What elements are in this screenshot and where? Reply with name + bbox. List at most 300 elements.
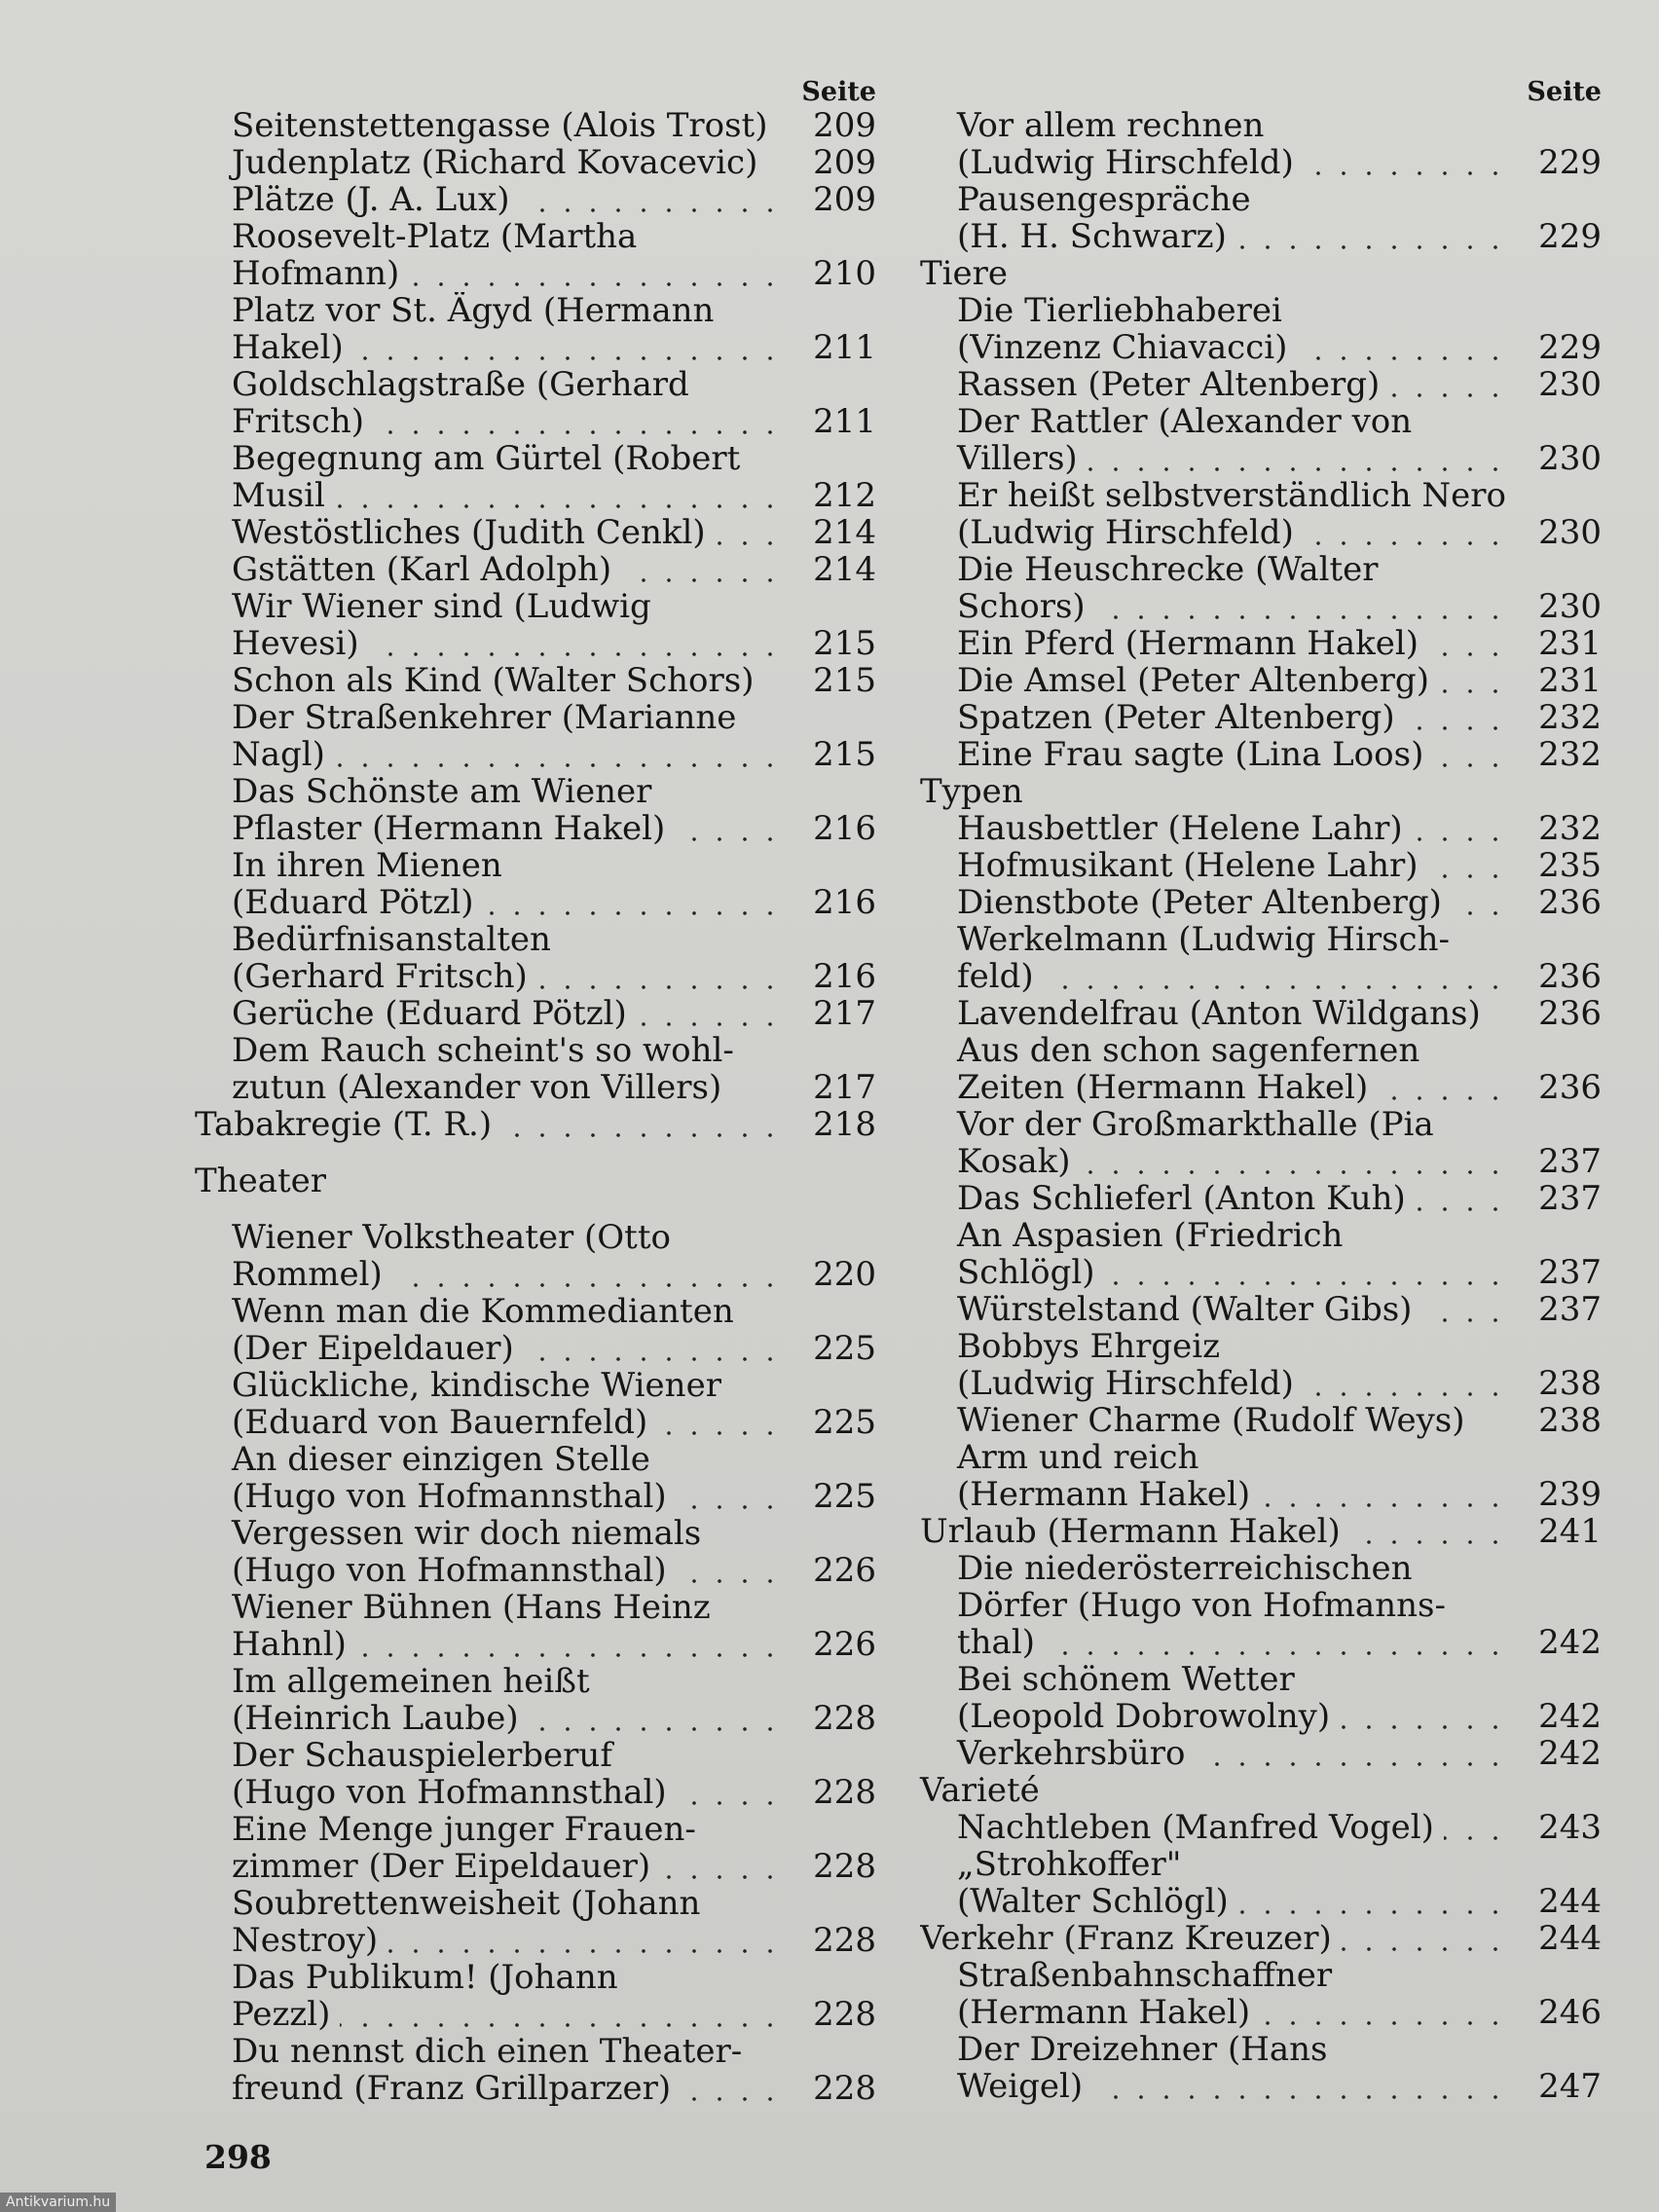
toc-entry-line	[195, 366, 876, 403]
toc-entry-page: 238	[1538, 1402, 1602, 1439]
toc-entries-left	[195, 107, 876, 2107]
toc-entry-line	[195, 1626, 876, 1663]
toc-entry-page: 211	[813, 329, 876, 366]
toc-entry-page: 244	[1538, 1883, 1602, 1920]
leader-dots	[621, 578, 783, 582]
toc-entry-title: Aus den schon sagenfernen	[957, 1032, 1420, 1069]
toc-entry-title: Dem Rauch scheint's so wohl-	[232, 1032, 734, 1069]
toc-entry-line	[920, 810, 1602, 847]
leader-dots	[1304, 171, 1508, 175]
leader-dots	[1260, 2021, 1508, 2025]
toc-entry-title: Die niederösterreichischen	[957, 1550, 1413, 1587]
leader-dots	[677, 1579, 783, 1583]
toc-entry-title: Seitenstettengasse (Alois Trost)	[232, 107, 768, 144]
toc-entry-line	[920, 440, 1602, 477]
toc-entry-page: 247	[1538, 2068, 1602, 2105]
toc-entry-line	[920, 1069, 1602, 1106]
toc-entry-page: 232	[1538, 810, 1602, 847]
leader-dots	[1421, 1318, 1508, 1322]
leader-dots	[1304, 1392, 1508, 1396]
toc-entry-page: 215	[813, 736, 876, 773]
section-heading: Tiere	[920, 254, 1009, 293]
toc-entry-line	[195, 551, 876, 588]
toc-entry-title: (Hugo von Hofmannsthal)	[232, 1478, 667, 1515]
leader-dots	[1092, 2095, 1508, 2099]
toc-entry-line	[195, 921, 876, 958]
toc-entry-line	[195, 1441, 876, 1478]
toc-entry-page: 217	[813, 995, 876, 1032]
toc-entry-page: 237	[1538, 1254, 1602, 1291]
toc-entry-line	[195, 329, 876, 366]
toc-entry-line	[920, 218, 1602, 255]
toc-entry	[920, 1439, 1602, 1513]
toc-entry-page: 209	[813, 144, 876, 181]
toc-entry-line	[195, 1069, 876, 1106]
toc-entry-page: 230	[1538, 440, 1602, 477]
toc-entry	[920, 699, 1602, 736]
toc-entry-line	[920, 1920, 1602, 1957]
toc-entry-line	[195, 181, 876, 218]
toc-entry-title: Rassen (Peter Altenberg)	[957, 366, 1381, 403]
leader-dots	[677, 1801, 783, 1805]
toc-entry-line	[920, 1180, 1602, 1217]
toc-entry-line	[195, 1478, 876, 1515]
toc-entry-page: 228	[813, 1700, 876, 1737]
toc-entry-page: 232	[1538, 736, 1602, 773]
toc-entry-title: Werkelmann (Ludwig Hirsch-	[957, 921, 1450, 958]
toc-entry	[920, 292, 1602, 366]
toc-entry-title: Plätze (J. A. Lux)	[232, 181, 510, 218]
leader-dots	[1350, 1540, 1508, 1544]
toc-entry-line	[195, 1885, 876, 1922]
toc-entry-page: 230	[1538, 514, 1602, 551]
toc-entry-line	[195, 1959, 876, 1996]
toc-entry-page: 235	[1538, 847, 1602, 884]
toc-entry	[920, 1180, 1602, 1217]
toc-entry-line	[195, 662, 876, 699]
toc-entry	[195, 773, 876, 847]
toc-entry-line	[920, 403, 1602, 440]
leader-dots	[356, 1653, 783, 1657]
toc-entry	[195, 1811, 876, 1885]
toc-entry-line	[195, 1848, 876, 1885]
toc-entry	[920, 1661, 1602, 1735]
toc-entry-title: Wiener Volkstheater (Otto	[232, 1219, 671, 1256]
toc-entry-page: 214	[813, 551, 876, 588]
leader-dots	[519, 208, 783, 212]
toc-entry	[920, 2031, 1602, 2105]
toc-entry	[920, 662, 1602, 699]
toc-entry-line	[920, 1365, 1602, 1402]
toc-entry-title: Eine Frau sagte (Lina Loos)	[957, 736, 1424, 773]
toc-entry	[195, 847, 876, 921]
toc-entry-title: Der Straßenkehrer (Marianne	[232, 699, 737, 736]
toc-entry-title: Hofmann)	[232, 255, 400, 292]
toc-entry-title: Das Schlieferl (Anton Kuh)	[957, 1180, 1406, 1217]
toc-entry	[920, 477, 1602, 551]
toc-entry-line	[920, 514, 1602, 551]
toc-entry-line	[195, 1589, 876, 1626]
toc-entry-title: Wiener Bühnen (Hans Heinz	[232, 1589, 711, 1626]
toc-entry-title: (Heinrich Laube)	[232, 1700, 519, 1737]
toc-entry-line	[920, 1661, 1602, 1698]
toc-entry-title: Arm und reich	[957, 1439, 1199, 1476]
section-gap	[195, 1199, 876, 1219]
toc-entry	[920, 1957, 1602, 2031]
toc-entry	[195, 1589, 876, 1663]
toc-entry-line	[920, 1957, 1602, 1994]
toc-entry-title: (Vinzenz Chiavacci)	[957, 329, 1288, 366]
toc-entry-title: Weigel)	[957, 2068, 1084, 2105]
toc-entry-page: 246	[1538, 1994, 1602, 2031]
leader-dots	[660, 1875, 783, 1879]
toc-entry	[920, 1846, 1602, 1920]
toc-entry-line	[920, 107, 1602, 144]
toc-entry-page: 232	[1538, 699, 1602, 736]
toc-entry-page: 229	[1538, 218, 1602, 255]
leader-dots	[1428, 652, 1508, 656]
toc-entry-page: 228	[813, 1848, 876, 1885]
toc-entry-page: 214	[813, 514, 876, 551]
toc-entry-title: Die Heuschrecke (Walter	[957, 551, 1379, 588]
toc-entry-line	[195, 218, 876, 255]
toc-entry-line	[920, 1624, 1602, 1661]
toc-entry-line	[920, 2068, 1602, 2105]
toc-entry-page: 244	[1538, 1920, 1602, 1957]
toc-entry	[920, 1106, 1602, 1180]
toc-entry-title: Gstätten (Karl Adolph)	[232, 551, 612, 588]
toc-entry-line	[920, 1550, 1602, 1587]
toc-entry-page: 210	[813, 255, 876, 292]
toc-entry-page: 237	[1538, 1291, 1602, 1328]
toc-entry-title: Schon als Kind (Walter Schors)	[232, 662, 755, 699]
toc-entry	[195, 144, 876, 181]
toc-entry-line	[195, 2033, 876, 2070]
toc-entry-line	[195, 1663, 876, 1700]
toc-entry-line	[195, 884, 876, 921]
toc-entry-page: 212	[813, 477, 876, 514]
leader-dots	[1095, 615, 1508, 619]
section-heading: Varieté	[920, 1771, 1040, 1810]
toc-entry-line	[920, 181, 1602, 218]
toc-entry-page: 217	[813, 1069, 876, 1106]
toc-entry	[195, 366, 876, 440]
toc-entry	[195, 440, 876, 514]
toc-entry-line	[195, 514, 876, 551]
toc-entry	[195, 1441, 876, 1515]
leader-dots	[1304, 541, 1508, 545]
toc-entry	[195, 551, 876, 588]
toc-entry-page: 216	[813, 958, 876, 995]
toc-entry-line	[195, 255, 876, 292]
toc-entry-page: 225	[813, 1330, 876, 1367]
column-header-label: Seite	[801, 77, 876, 107]
toc-entry	[195, 107, 876, 144]
toc-entry	[195, 1367, 876, 1441]
toc-entry	[920, 107, 1602, 181]
toc-entry	[195, 1219, 876, 1293]
toc-entry-page: 230	[1538, 588, 1602, 625]
toc-entry-line	[920, 551, 1602, 588]
toc-entry-title: Urlaub (Hermann Hakel)	[920, 1513, 1341, 1550]
leader-dots	[1236, 245, 1508, 249]
toc-entry-title: Vor der Großmarkthalle (Pia	[957, 1106, 1434, 1143]
toc-entry	[920, 625, 1602, 662]
toc-entry-title: (Ludwig Hirschfeld)	[957, 144, 1294, 181]
toc-entry	[195, 1663, 876, 1737]
toc-entry-line	[920, 1217, 1602, 1254]
toc-entry-line	[195, 1811, 876, 1848]
toc-entry-title: (Leopold Dobrowolny)	[957, 1698, 1331, 1735]
toc-entry-title: Straßenbahnschaffner	[957, 1957, 1333, 1994]
toc-entry-title: Soubrettenweisheit (Johann	[232, 1885, 701, 1922]
toc-entry-title: Pausengespräche	[957, 181, 1251, 218]
leader-dots	[524, 1357, 783, 1361]
leader-dots	[675, 837, 783, 841]
toc-entry-line	[920, 329, 1602, 366]
toc-entry-title: Judenplatz (Richard Kovacevic)	[232, 144, 758, 181]
column-header	[920, 68, 1602, 107]
toc-entry-title: (Hugo von Hofmannsthal)	[232, 1774, 667, 1811]
toc-entry-title: (Ludwig Hirschfeld)	[957, 514, 1294, 551]
toc-entry-title: Würstelstand (Walter Gibs)	[957, 1291, 1413, 1328]
leader-dots	[1342, 1947, 1508, 1951]
toc-entry-title: Eine Menge junger Frauen-	[232, 1811, 696, 1848]
toc-entry-line	[195, 1552, 876, 1589]
toc-entry-title: An Aspasien (Friedrich	[957, 1217, 1344, 1254]
toc-entry-title: Bobbys Ehrgeiz	[957, 1328, 1221, 1365]
toc-entry-page: 228	[813, 1996, 876, 2033]
toc-entry-title: Zeiten (Hermann Hakel)	[957, 1069, 1369, 1106]
toc-entry-line	[920, 144, 1602, 181]
toc-entry-title: Hausbettler (Helene Lahr)	[957, 810, 1403, 847]
toc-entry-title: zimmer (Der Eipeldauer)	[232, 1848, 651, 1885]
leader-dots	[1238, 1910, 1508, 1914]
leader-dots	[681, 2097, 783, 2101]
toc-entry	[195, 662, 876, 699]
toc-entry	[195, 218, 876, 292]
leader-dots	[387, 1949, 783, 1953]
leader-dots	[1044, 985, 1508, 989]
toc-entry-page: 236	[1538, 884, 1602, 921]
toc-entry-page: 242	[1538, 1735, 1602, 1772]
toc-entry-title: (Hermann Hakel)	[957, 1994, 1251, 2031]
toc-entry-title: thal)	[957, 1624, 1035, 1661]
leader-dots	[1433, 763, 1508, 767]
toc-entry-title: Im allgemeinen heißt	[232, 1663, 590, 1700]
toc-entry-line	[195, 1404, 876, 1441]
toc-column-right	[920, 68, 1602, 2105]
toc-entry	[920, 995, 1602, 1032]
toc-entry-title: „Strohkoffer"	[957, 1846, 1182, 1883]
toc-entry-line	[195, 1219, 876, 1256]
column-header	[195, 68, 876, 107]
toc-entry-page: 236	[1538, 1069, 1602, 1106]
toc-entry-line	[920, 1291, 1602, 1328]
toc-entry-title: Verkehr (Franz Kreuzer)	[920, 1920, 1332, 1957]
section-gap	[195, 1143, 876, 1162]
toc-entry-title: Vor allem rechnen	[957, 107, 1265, 144]
toc-entry-title: Kosak)	[957, 1143, 1071, 1180]
leader-dots	[1413, 837, 1508, 841]
toc-entry-line	[195, 847, 876, 884]
toc-entry-line	[195, 1700, 876, 1737]
toc-entry-title: (Gerhard Fritsch)	[232, 958, 528, 995]
toc-entry-title: In ihren Mienen	[232, 847, 502, 884]
toc-entry-line	[920, 1143, 1602, 1180]
toc-entry-line	[195, 1106, 876, 1143]
leader-dots	[1260, 1503, 1508, 1507]
toc-entry-title: Bei schönem Wetter	[957, 1661, 1295, 1698]
toc-entry	[920, 847, 1602, 884]
toc-entry-line	[920, 1587, 1602, 1624]
leader-dots	[1081, 1170, 1508, 1174]
toc-entry-page: 237	[1538, 1143, 1602, 1180]
leader-dots	[1378, 1096, 1508, 1100]
leader-dots	[340, 2023, 783, 2027]
toc-entry-line	[195, 1996, 876, 2033]
toc-entry-title: Fritsch)	[232, 403, 365, 440]
toc-entry	[920, 1550, 1602, 1661]
toc-entry-line	[920, 1735, 1602, 1772]
toc-entry-line	[920, 477, 1602, 514]
leader-dots	[353, 356, 783, 360]
toc-entry-title: Bedürfnisanstalten	[232, 921, 551, 958]
toc-entry	[920, 366, 1602, 403]
toc-entry-line	[195, 736, 876, 773]
toc-entry-title: (Hermann Hakel)	[957, 1476, 1251, 1513]
toc-entry-title: Ein Pferd (Hermann Hakel)	[957, 625, 1419, 662]
toc-entry	[920, 921, 1602, 995]
leader-dots	[1416, 1207, 1508, 1211]
toc-entry-line	[195, 403, 876, 440]
toc-column-left	[195, 68, 876, 2107]
toc-entry	[920, 736, 1602, 773]
leader-dots	[1428, 874, 1508, 878]
toc-entry-title: Vergessen wir doch niemals	[232, 1515, 702, 1552]
leader-dots	[537, 985, 783, 989]
toc-entry	[920, 1291, 1602, 1328]
toc-entry-page: 236	[1538, 995, 1602, 1032]
toc-entry-title: Roosevelt-Platz (Martha	[232, 218, 638, 255]
toc-entry-title: Goldschlagstraße (Gerhard	[232, 366, 689, 403]
toc-entry-title: Das Schönste am Wiener	[232, 773, 652, 810]
toc-entry-line	[195, 810, 876, 847]
toc-entry	[195, 292, 876, 366]
leader-dots	[392, 1283, 783, 1287]
toc-entry-line	[195, 773, 876, 810]
toc-entry-title: Die Amsel (Peter Altenberg)	[957, 662, 1429, 699]
toc-entry-line	[195, 588, 876, 625]
toc-entry-page: 229	[1538, 329, 1602, 366]
toc-entry-line	[195, 1330, 876, 1367]
toc-entry	[195, 1515, 876, 1589]
toc-entry-line	[920, 1106, 1602, 1143]
leader-dots	[1389, 393, 1508, 397]
toc-entry-line	[195, 1515, 876, 1552]
leader-dots	[637, 1022, 783, 1026]
toc-entry	[920, 1513, 1602, 1550]
leader-dots	[1405, 726, 1508, 730]
toc-entry-page: 228	[813, 2070, 876, 2107]
section-heading: Theater	[195, 1161, 327, 1200]
toc-entry-title: Wir Wiener sind (Ludwig	[232, 588, 651, 625]
toc-entry-page: 236	[1538, 958, 1602, 995]
toc-entry-page: 242	[1538, 1698, 1602, 1735]
toc-entry-line	[920, 699, 1602, 736]
toc-entry	[195, 1885, 876, 1959]
toc-entry-page: 218	[813, 1106, 876, 1143]
leader-dots	[657, 1431, 783, 1435]
toc-entry-title: Lavendelfrau (Anton Wildgans)	[957, 995, 1481, 1032]
toc-entry-line	[920, 1809, 1602, 1846]
toc-entry	[920, 181, 1602, 255]
toc-entry-title: freund (Franz Grillparzer)	[232, 2070, 672, 2107]
toc-entry-page: 243	[1538, 1809, 1602, 1846]
toc-entry-title: Glückliche, kindische Wiener	[232, 1367, 721, 1404]
toc-entry-title: Nachtleben (Manfred Vogel)	[957, 1809, 1434, 1846]
toc-entry-line	[920, 1846, 1602, 1883]
toc-entry-title: Spatzen (Peter Altenberg)	[957, 699, 1395, 736]
toc-entry-title: (Eduard Pötzl)	[232, 884, 474, 921]
toc-entry-line	[195, 699, 876, 736]
toc-entry-line	[195, 1737, 876, 1774]
toc-entry-line	[920, 588, 1602, 625]
toc-entry	[920, 551, 1602, 625]
toc-entry-title: Pflaster (Hermann Hakel)	[232, 810, 666, 847]
toc-entry-title: Das Publikum! (Johann	[232, 1959, 618, 1996]
toc-entry	[195, 1737, 876, 1811]
toc-entry-page: 216	[813, 884, 876, 921]
toc-entry	[195, 699, 876, 773]
toc-entry-title: Wenn man die Kommedianten	[232, 1293, 734, 1330]
toc-entry-line	[195, 144, 876, 181]
toc-entry-page: 238	[1538, 1365, 1602, 1402]
toc-entries-right	[920, 107, 1602, 2105]
toc-entry	[920, 1328, 1602, 1402]
toc-entry-title: (Eduard von Bauernfeld)	[232, 1404, 648, 1441]
toc-entry-page: 209	[813, 107, 876, 144]
toc-entry-line	[920, 884, 1602, 921]
toc-entry-title: Gerüche (Eduard Pötzl)	[232, 995, 627, 1032]
leader-dots	[1452, 911, 1508, 915]
toc-entry-title: Wiener Charme (Rudolf Weys)	[957, 1402, 1465, 1439]
toc-entry-line	[195, 1293, 876, 1330]
toc-entry-title: (Walter Schlögl)	[957, 1883, 1229, 1920]
toc-entry-title: Tabakregie (T. R.)	[195, 1106, 493, 1143]
section-heading: Typen	[920, 772, 1023, 811]
toc-entry-title: Der Rattler (Alexander von	[957, 403, 1413, 440]
toc-entry-line	[920, 1698, 1602, 1735]
toc-entry-title: (Hugo von Hofmannsthal)	[232, 1552, 667, 1589]
toc-entry	[920, 810, 1602, 847]
toc-entry-line	[920, 1476, 1602, 1513]
toc-entry-title: (Ludwig Hirschfeld)	[957, 1365, 1294, 1402]
toc-entry-title: Pezzl)	[232, 1996, 331, 2033]
toc-entry-line	[195, 958, 876, 995]
leader-dots	[335, 504, 783, 508]
toc-entry	[920, 1402, 1602, 1439]
toc-entry-title: Musil	[232, 477, 325, 514]
toc-entry-line	[920, 1994, 1602, 2031]
toc-entry	[195, 2033, 876, 2107]
toc-entry	[920, 1735, 1602, 1772]
leader-dots	[1297, 356, 1508, 360]
leader-dots	[335, 763, 783, 767]
toc-entry-title: Schlögl)	[957, 1254, 1095, 1291]
leader-dots	[677, 1505, 783, 1509]
leader-dots	[529, 1727, 783, 1731]
